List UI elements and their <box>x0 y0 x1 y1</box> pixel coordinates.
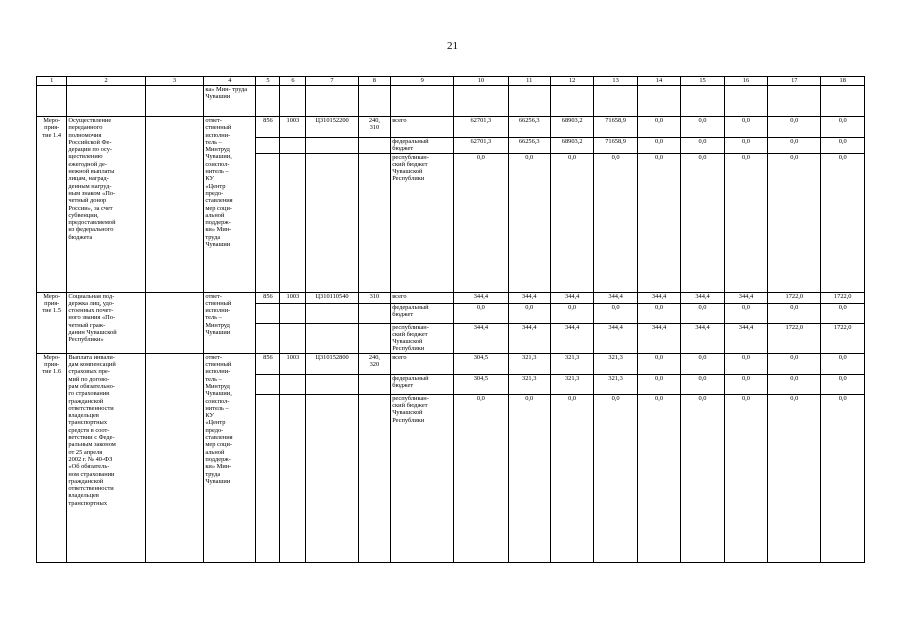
value-cell: 1722,0 <box>768 292 821 303</box>
csr-code: Ц310152800 <box>306 353 358 374</box>
measure-name: Осуществление переданного полномочия Российской Фе- дерации по осу- ществлению ежегодной де- нежной выплаты лицам, наград- денным нагруд- ным знаком «По- четный донор России», за счет субвенции, предоставляемой из федерального бюджета <box>67 117 145 293</box>
value-cell: 0,0 <box>724 374 767 394</box>
value-cell: 0,0 <box>637 374 680 394</box>
measure-name: Социальная под- держка лиц, удо- стоенных почет- ного звания «По- четный граж- данин Чувашской Республики» <box>67 292 145 353</box>
value-cell: 0,0 <box>681 394 724 562</box>
column-header: 10 <box>454 77 508 86</box>
value-cell: 344,4 <box>550 323 593 353</box>
empty-cell <box>358 323 391 353</box>
budget-table <box>36 76 865 563</box>
value-cell: 62701,3 <box>454 117 508 138</box>
value-cell: 0,0 <box>821 394 865 562</box>
value-cell: 0,0 <box>550 153 593 292</box>
value-cell: 0,0 <box>821 117 865 138</box>
value-cell: 0,0 <box>681 117 724 138</box>
empty-cell <box>256 394 280 562</box>
value-cell: 0,0 <box>550 303 593 323</box>
empty-cell <box>145 353 204 562</box>
value-cell: 0,0 <box>594 153 637 292</box>
value-cell: 0,0 <box>768 303 821 323</box>
value-cell: 0,0 <box>724 353 767 374</box>
measure-name: Выплата инвали- дам компенсаций страховых пре- мий по догово- рам обязательно- го страхования гражданской ответственности владельцев транспортных средств в соот- ветствии с Феде- ральным законом от 25 апреля 2002 г. № 40-ФЗ «Об обязатель- ном страховании гражданской ответственности владельцев транспортных <box>67 353 145 562</box>
value-cell: 0,0 <box>637 117 680 138</box>
funding-source: федеральный бюджет <box>391 374 454 394</box>
empty-cell <box>306 323 358 353</box>
empty-cell <box>256 153 280 292</box>
empty-cell <box>306 374 358 394</box>
value-cell: 0,0 <box>821 138 865 154</box>
empty-cell <box>280 394 306 562</box>
value-cell: 0,0 <box>508 153 550 292</box>
empty-cell <box>280 138 306 154</box>
value-cell: 0,0 <box>821 303 865 323</box>
empty-cell <box>306 303 358 323</box>
value-cell: 0,0 <box>724 153 767 292</box>
empty-cell <box>280 374 306 394</box>
funding-source: республикан- ский бюджет Чувашской Республики <box>391 153 454 292</box>
value-cell: 321,3 <box>594 353 637 374</box>
column-header: 14 <box>637 77 680 86</box>
empty-cell <box>256 138 280 154</box>
value-cell: 0,0 <box>681 303 724 323</box>
funding-source: федеральный бюджет <box>391 138 454 154</box>
csr-code: Ц310152200 <box>306 117 358 138</box>
empty-cell <box>256 323 280 353</box>
empty-cell <box>145 117 204 293</box>
column-header: 16 <box>724 77 767 86</box>
value-cell: 0,0 <box>637 394 680 562</box>
column-header: 1 <box>37 77 67 86</box>
empty-cell <box>358 153 391 292</box>
value-cell: 68903,2 <box>550 138 593 154</box>
rzpr-code: 1003 <box>280 292 306 303</box>
value-cell: 344,4 <box>724 323 767 353</box>
value-cell: 0,0 <box>508 394 550 562</box>
value-cell: 0,0 <box>594 303 637 323</box>
value-cell: 1722,0 <box>821 292 865 303</box>
column-header: 5 <box>256 77 280 86</box>
value-cell: 0,0 <box>768 374 821 394</box>
value-cell: 0,0 <box>768 138 821 154</box>
value-cell: 0,0 <box>681 374 724 394</box>
empty-cell <box>306 394 358 562</box>
value-cell: 0,0 <box>821 374 865 394</box>
value-cell: 0,0 <box>454 394 508 562</box>
funding-source: федеральный бюджет <box>391 303 454 323</box>
empty-cell <box>306 138 358 154</box>
value-cell: 0,0 <box>768 117 821 138</box>
empty-cell <box>145 292 204 353</box>
column-header: 15 <box>681 77 724 86</box>
grbs-code: 856 <box>256 117 280 138</box>
rzpr-code: 1003 <box>280 353 306 374</box>
page-number: 21 <box>447 40 458 52</box>
column-header: 7 <box>306 77 358 86</box>
value-cell: 321,3 <box>550 374 593 394</box>
value-cell: 0,0 <box>454 153 508 292</box>
vr-code: 310 <box>358 292 391 303</box>
funding-source: всего <box>391 292 454 303</box>
value-cell: 71658,9 <box>594 117 637 138</box>
value-cell: 0,0 <box>681 138 724 154</box>
vr-code: 240, 310 <box>358 117 391 138</box>
value-cell: 0,0 <box>724 394 767 562</box>
value-cell: 344,4 <box>550 292 593 303</box>
value-cell: 344,4 <box>637 292 680 303</box>
value-cell: 0,0 <box>724 303 767 323</box>
value-cell: 304,5 <box>454 374 508 394</box>
measure-id: Меро- прия- тие 1.4 <box>37 117 67 293</box>
column-header: 17 <box>768 77 821 86</box>
value-cell: 0,0 <box>637 303 680 323</box>
value-cell: 71658,9 <box>594 138 637 154</box>
value-cell: 344,4 <box>508 292 550 303</box>
grbs-code: 856 <box>256 353 280 374</box>
value-cell: 321,3 <box>594 374 637 394</box>
empty-cell <box>306 153 358 292</box>
value-cell: 344,4 <box>594 323 637 353</box>
funding-source: всего <box>391 117 454 138</box>
value-cell: 304,5 <box>454 353 508 374</box>
value-cell: 0,0 <box>594 394 637 562</box>
value-cell: 0,0 <box>724 117 767 138</box>
table-row <box>37 353 865 374</box>
value-cell: 321,3 <box>550 353 593 374</box>
column-header: 12 <box>550 77 593 86</box>
value-cell: 0,0 <box>637 138 680 154</box>
table-row <box>37 117 865 138</box>
column-header: 8 <box>358 77 391 86</box>
value-cell: 68903,2 <box>550 117 593 138</box>
value-cell: 321,3 <box>508 353 550 374</box>
column-header: 13 <box>594 77 637 86</box>
value-cell: 0,0 <box>637 153 680 292</box>
column-header: 11 <box>508 77 550 86</box>
value-cell: 344,4 <box>454 292 508 303</box>
value-cell: 1722,0 <box>821 323 865 353</box>
column-header: 4 <box>204 77 256 86</box>
vr-code: 240, 320 <box>358 353 391 374</box>
rzpr-code: 1003 <box>280 117 306 138</box>
continuation-executor: ка» Мин- труда Чувашии <box>204 86 256 117</box>
value-cell: 66256,3 <box>508 138 550 154</box>
value-cell: 344,4 <box>454 323 508 353</box>
value-cell: 344,4 <box>637 323 680 353</box>
value-cell: 66256,3 <box>508 117 550 138</box>
value-cell: 0,0 <box>821 353 865 374</box>
empty-cell <box>358 138 391 154</box>
funding-source: всего <box>391 353 454 374</box>
continuation-row <box>37 86 865 117</box>
funding-source: республикан- ский бюджет Чувашской Республики <box>391 394 454 562</box>
value-cell: 0,0 <box>508 303 550 323</box>
empty-cell <box>280 153 306 292</box>
column-header: 18 <box>821 77 865 86</box>
empty-cell <box>358 303 391 323</box>
empty-cell <box>280 323 306 353</box>
measure-id: Меро- прия- тие 1.5 <box>37 292 67 353</box>
header-row <box>37 77 865 86</box>
value-cell: 0,0 <box>724 138 767 154</box>
value-cell: 0,0 <box>821 153 865 292</box>
value-cell: 344,4 <box>681 323 724 353</box>
measure-executor: ответ- ственный исполни- тель – Минтруд Чувашии, соиспол- нитель – КУ «Центр предо- ставления мер соци- альной поддерж- ки» Мин- труда Чувашии <box>204 353 256 562</box>
empty-cell <box>358 394 391 562</box>
measure-id: Меро- прия- тие 1.6 <box>37 353 67 562</box>
empty-cell <box>256 303 280 323</box>
table-row <box>37 292 865 303</box>
value-cell: 0,0 <box>550 394 593 562</box>
column-header: 9 <box>391 77 454 86</box>
empty-cell <box>358 374 391 394</box>
grbs-code: 856 <box>256 292 280 303</box>
value-cell: 344,4 <box>508 323 550 353</box>
empty-cell <box>256 374 280 394</box>
value-cell: 0,0 <box>454 303 508 323</box>
measure-executor: ответ- ственный исполни- тель – Минтруд Чувашии, соиспол- нитель – КУ «Центр предо- ставления мер соци- альной поддерж- ки» Мин- труда Чувашии <box>204 117 256 293</box>
column-header: 6 <box>280 77 306 86</box>
column-header: 2 <box>67 77 145 86</box>
value-cell: 0,0 <box>768 153 821 292</box>
value-cell: 1722,0 <box>768 323 821 353</box>
column-header: 3 <box>145 77 204 86</box>
value-cell: 0,0 <box>681 353 724 374</box>
value-cell: 344,4 <box>594 292 637 303</box>
value-cell: 344,4 <box>724 292 767 303</box>
measure-executor: ответ- ственный исполни- тель – Минтруд Чувашии <box>204 292 256 353</box>
csr-code: Ц310110540 <box>306 292 358 303</box>
value-cell: 321,3 <box>508 374 550 394</box>
value-cell: 0,0 <box>637 353 680 374</box>
empty-cell <box>280 303 306 323</box>
value-cell: 0,0 <box>681 153 724 292</box>
funding-source: республикан- ский бюджет Чувашской Республики <box>391 323 454 353</box>
value-cell: 344,4 <box>681 292 724 303</box>
value-cell: 0,0 <box>768 394 821 562</box>
value-cell: 62701,3 <box>454 138 508 154</box>
value-cell: 0,0 <box>768 353 821 374</box>
